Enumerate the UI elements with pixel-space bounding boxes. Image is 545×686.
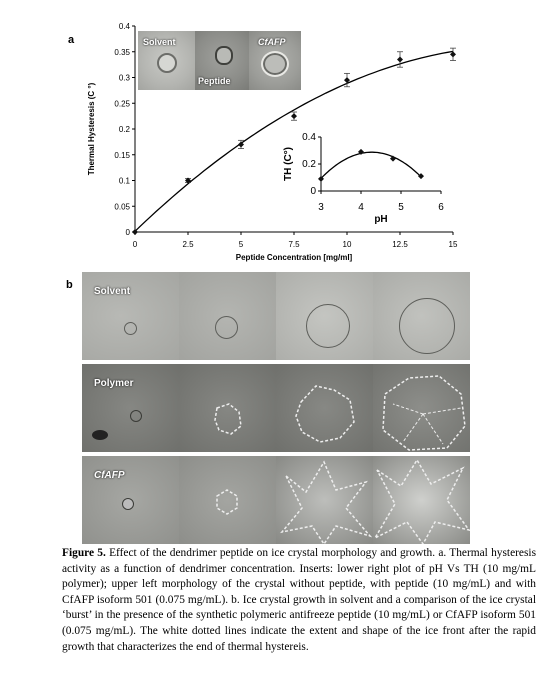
main-chart-x-tick-label: 10 [342,240,352,249]
inset-chart-x-tick-label: 4 [358,202,364,213]
ice-crystal [399,298,455,354]
micrograph-polymer-3 [276,364,373,452]
inset-label-cfafp: CfAFP [258,37,286,47]
main-chart-y-axis-label: Thermal Hysteresis (C °) [87,82,96,176]
main-chart-y-tick-label: 0 [125,228,130,237]
ice-crystal [122,498,134,510]
micrograph-solvent-3 [276,272,373,360]
ice-crystal [157,53,177,73]
ice-front-outline [179,456,276,544]
inset-label-solvent: Solvent [143,37,176,47]
inset-chart-x-tick-label: 6 [438,202,444,213]
micrograph-polymer-2 [179,364,276,452]
inset-photo-cfafp [249,31,301,90]
main-chart-x-tick-label: 2.5 [182,240,194,249]
row-label-cfafp: CfAFP [94,470,125,481]
dark-spot [92,430,108,440]
ice-front-outline [276,364,373,452]
micrograph-solvent-1 [82,272,179,360]
micrograph-solvent-2 [179,272,276,360]
micrograph-polymer-4 [373,364,470,452]
ice-front-outline [179,364,276,452]
inset-label-peptide: Peptide [198,76,231,86]
main-chart-x-tick-label: 5 [238,240,244,249]
ice-crystal [306,304,350,348]
panel-a-letter: a [68,34,75,46]
figure-caption [62,546,536,655]
main-chart-x-axis-label: Peptide Concentration [mg/ml] [235,253,353,262]
main-chart-y-tick-label: 0.05 [114,202,130,212]
inset-chart-x-tick-label: 5 [398,202,404,213]
ice-front-outline [373,456,470,544]
main-chart-data-point [397,56,403,62]
caption-figure-label: Figure 5. [62,547,106,559]
inset-chart-y-axis-label: TH (C°) [283,147,294,181]
inset-chart-y-tick-label: 0 [310,186,316,197]
ice-front-outline [276,456,373,544]
micrograph-cfafp-2 [179,456,276,544]
inset-photo-solvent [138,31,195,90]
micrograph-cfafp-4 [373,456,470,544]
ice-front-outline [373,364,470,452]
main-chart-y-tick-label: 0.35 [114,47,130,57]
ice-crystal [261,51,289,77]
row-label-solvent: Solvent [94,286,131,297]
inset-chart-y-tick-label: 0.4 [302,132,316,143]
main-chart-y-tick-label: 0.1 [118,176,130,186]
ice-crystal [215,46,233,65]
inset-chart-x-tick-label: 3 [318,202,324,213]
main-chart-x-tick-label: 15 [448,240,458,249]
inset-chart-y-tick-label: 0.2 [302,159,316,170]
panel-b-letter: b [66,279,73,291]
micrograph-cfafp-3 [276,456,373,544]
main-chart-x-tick-label: 0 [132,240,138,249]
ice-crystal [130,410,142,422]
main-chart-x-tick-label: 7.5 [288,240,300,249]
inset-chart-x-axis-label: pH [374,214,388,225]
main-chart-x-tick-label: 12.5 [392,240,408,249]
main-chart-y-tick-label: 0.25 [114,99,130,109]
main-chart-y-tick-label: 0.15 [114,150,130,160]
inset-photo-peptide [195,31,249,90]
micrograph-cfafp-1 [82,456,179,544]
micrograph-grid [82,272,470,544]
main-chart-y-tick-label: 0.3 [118,73,130,83]
main-chart-data-point [291,113,297,119]
row-label-polymer: Polymer [94,378,134,389]
main-chart-y-tick-label: 0.4 [118,22,130,31]
ice-crystal [124,322,137,335]
ice-crystal [215,316,238,339]
main-chart-y-tick-label: 0.2 [118,125,130,134]
micrograph-solvent-4 [373,272,470,360]
micrograph-polymer-1 [82,364,179,452]
caption-text: Effect of the dendrimer peptide on ice crystal morphology and growth. a. Thermal hysteresis activity as a function of dendrimer concentration. Inserts: lower right plot of pH Vs TH (10 mg/mL polymer); upper left morphology of the crystal without peptide, with peptide (10 mg/mL) and with CfAFP isoform 501 (0.075 mg/mL). b. Ice crystal growth in solvent and a comparison of the ice crystal ‘burst’ in the presence of the synthetic polymeric antifreeze peptide (10 mg/mL) or CfAFP isoform 501 (0.075 mg/mL). The white dotted lines indicate the extent and shape of the ice front after the rapid growth that characterizes the end of thermal hystereis. [62,547,536,653]
inset-chart-background [316,130,450,190]
